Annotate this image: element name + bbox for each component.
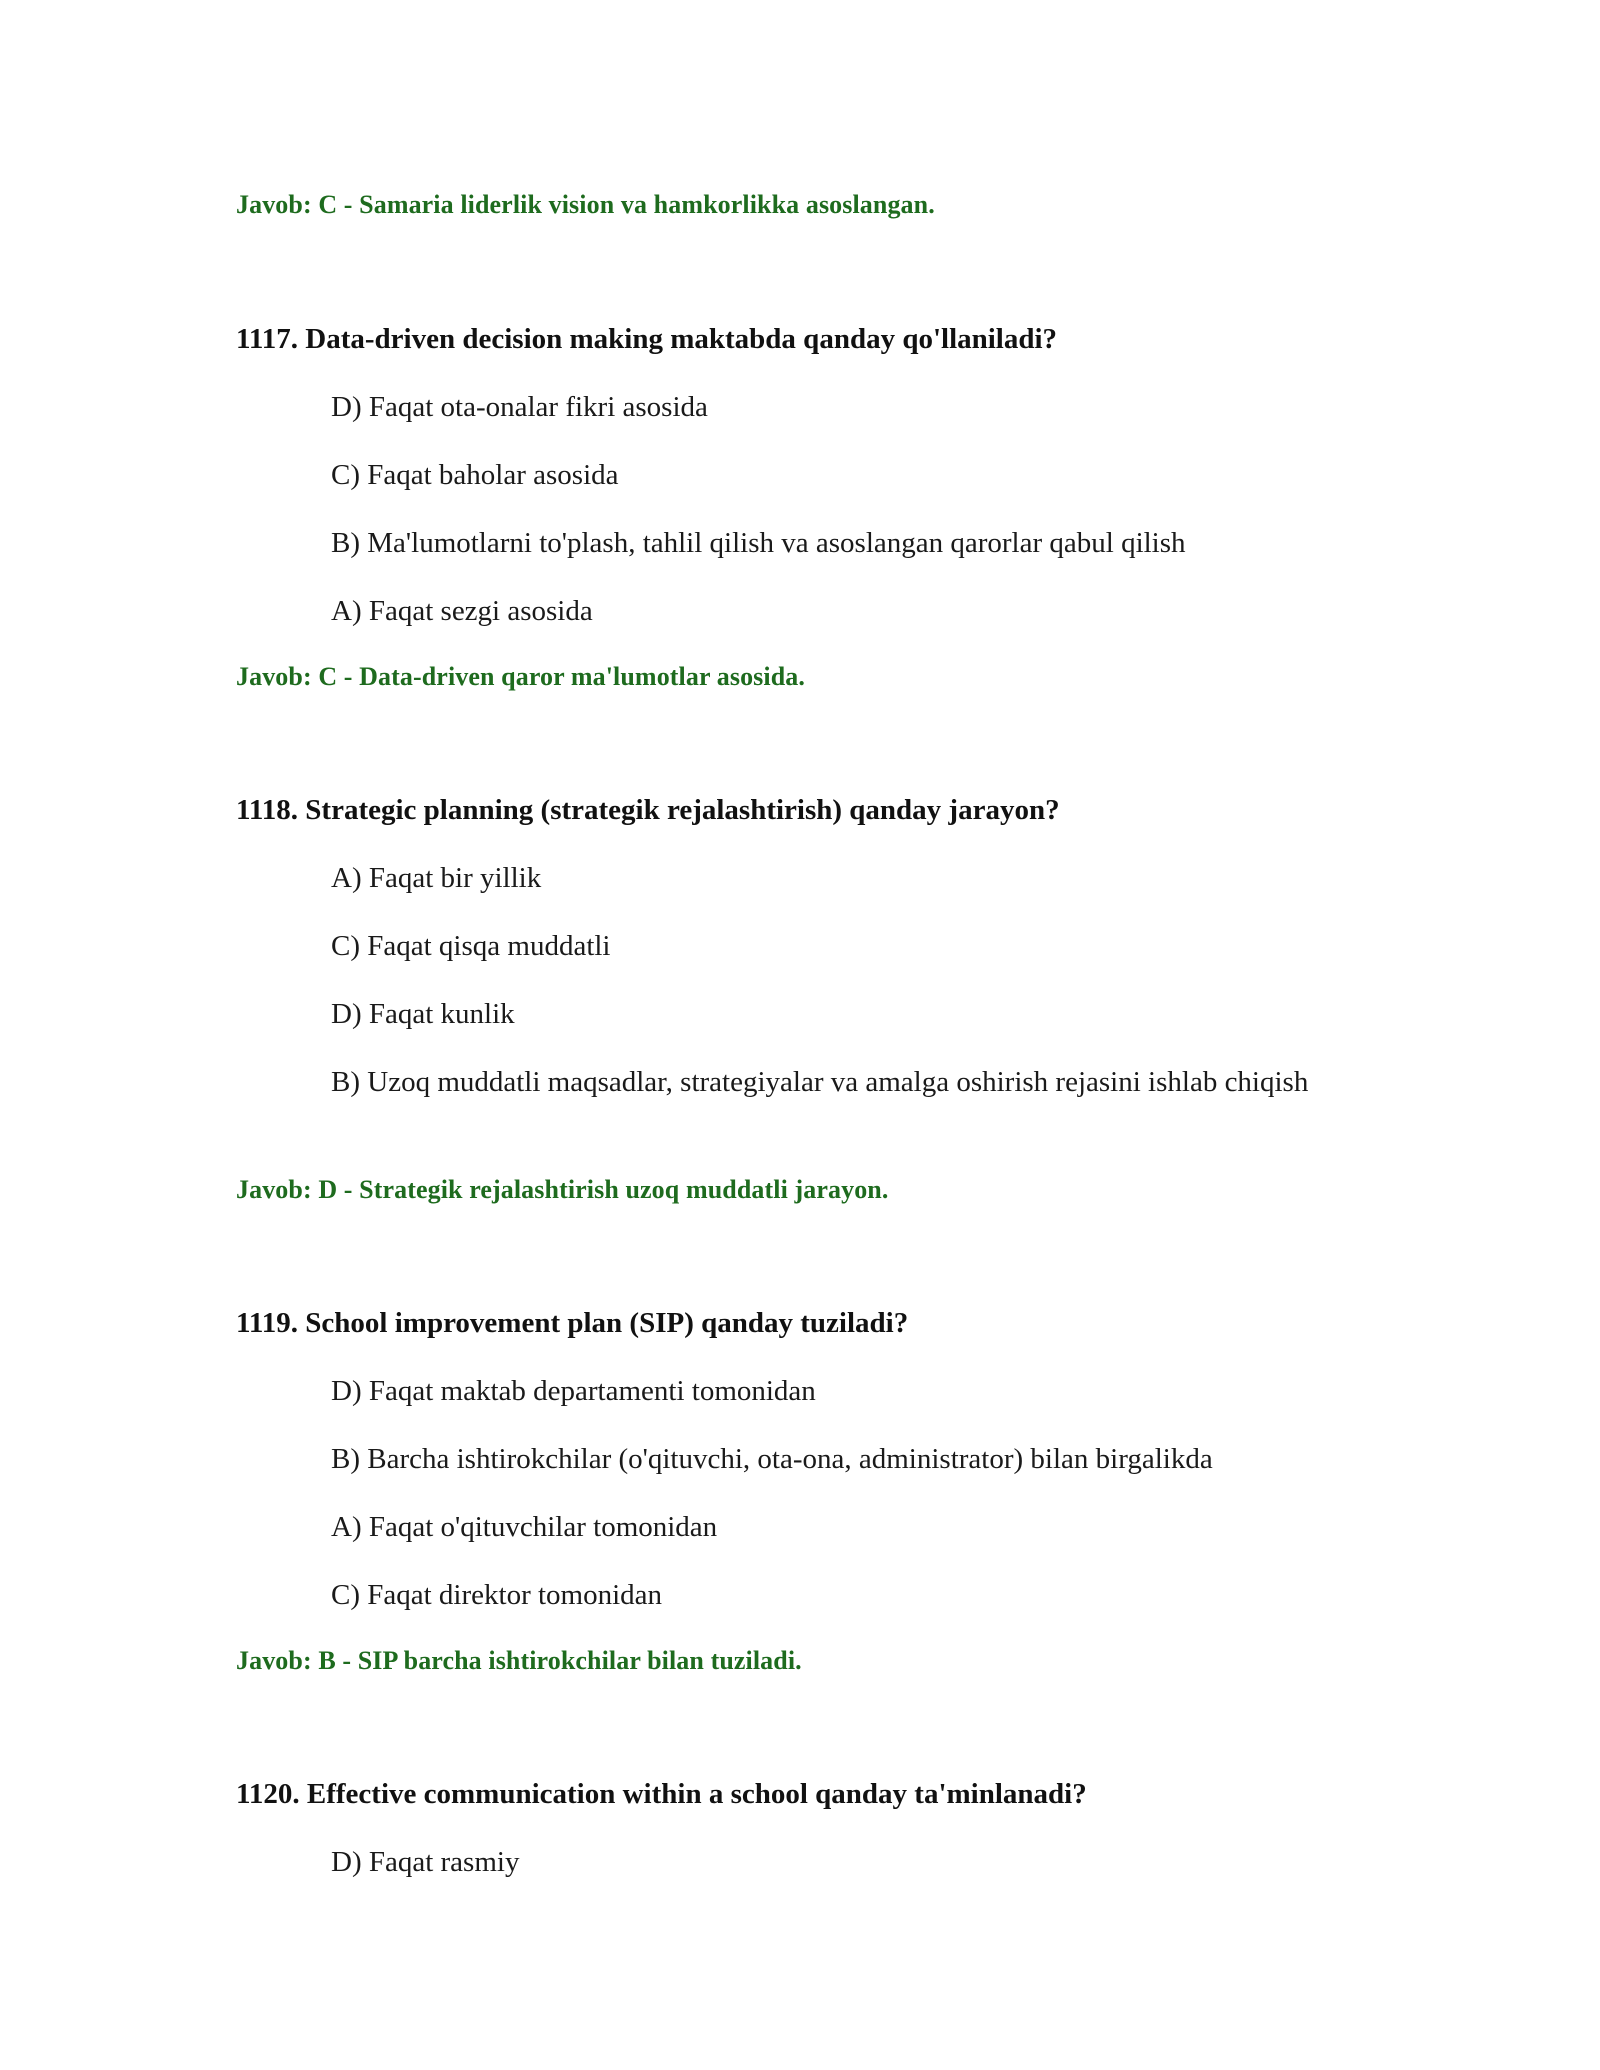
question-1117-option-2: C) Faqat baholar asosida — [331, 459, 619, 491]
question-1118-option-4: B) Uzoq muddatli maqsadlar, strategiyalar va amalga oshirish rejasini ishlab chiqish — [331, 1066, 1309, 1098]
answer-1116: Javob: C - Samaria liderlik vision va hamkorlikka asoslangan. — [236, 190, 935, 219]
question-1120-option-1: D) Faqat rasmiy — [331, 1846, 520, 1878]
answer-1117: Javob: C - Data-driven qaror ma'lumotlar asosida. — [236, 662, 805, 691]
question-1117-option-3: B) Ma'lumotlarni to'plash, tahlil qilish va asoslangan qarorlar qabul qilish — [331, 527, 1186, 559]
answer-1119: Javob: B - SIP barcha ishtirokchilar bilan tuziladi. — [236, 1646, 802, 1675]
question-1119-option-2: B) Barcha ishtirokchilar (o'qituvchi, ota-ona, administrator) bilan birgalikda — [331, 1443, 1213, 1475]
question-1119-option-3: A) Faqat o'qituvchilar tomonidan — [331, 1511, 718, 1543]
question-1117-title: 1117. Data-driven decision making maktabda qanday qo'llaniladi? — [236, 323, 1058, 355]
answer-1118: Javob: D - Strategik rejalashtirish uzoq muddatli jarayon. — [236, 1175, 889, 1204]
question-1118-option-3: D) Faqat kunlik — [331, 998, 515, 1030]
question-1120-title: 1120. Effective communication within a school qanday ta'minlanadi? — [236, 1778, 1087, 1810]
question-1118-option-1: A) Faqat bir yillik — [331, 862, 542, 894]
question-1119-title: 1119. School improvement plan (SIP) qanday tuziladi? — [236, 1307, 909, 1339]
question-1118-option-2: C) Faqat qisqa muddatli — [331, 930, 611, 962]
question-1118-title: 1118. Strategic planning (strategik rejalashtirish) qanday jarayon? — [236, 794, 1060, 826]
question-1119-option-4: C) Faqat direktor tomonidan — [331, 1579, 663, 1611]
question-1117-option-1: D) Faqat ota-onalar fikri asosida — [331, 391, 708, 423]
question-1117-option-4: A) Faqat sezgi asosida — [331, 595, 593, 627]
question-1119-option-1: D) Faqat maktab departamenti tomonidan — [331, 1375, 816, 1407]
